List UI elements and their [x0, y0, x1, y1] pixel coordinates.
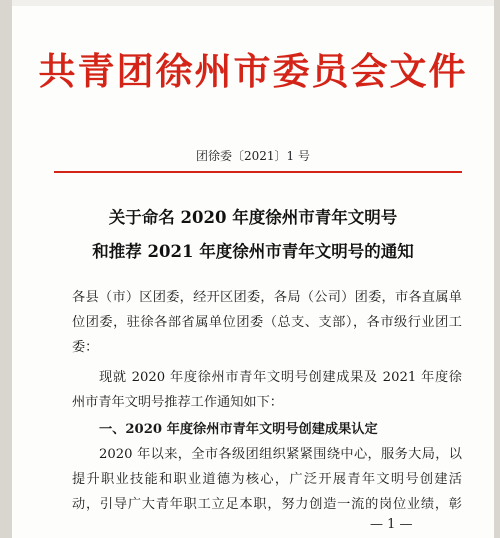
masthead-title: 共青团徐州市委员会文件 — [38, 49, 468, 93]
red-divider-line — [54, 171, 462, 173]
addressee-line-1: 各县（市）区团委，经开区团委，各局（公司）团委，市各直属单 — [72, 290, 462, 305]
intro-line-1: 现就 2020 年度徐州市青年文明号创建成果及 2021 年度徐 — [99, 370, 462, 385]
document-page — [12, 0, 494, 538]
addressee-line-2: 位团委，驻徐各部省属单位团委（总支、支部），各市级行业团工 — [72, 315, 462, 330]
document-title-line-1: 关于命名 2020 年度徐州市青年文明号 — [108, 208, 398, 227]
document-title-line-2: 和推荐 2021 年度徐州市青年文明号的通知 — [92, 242, 414, 261]
section-1-heading: 一、2020 年度徐州市青年文明号创建成果认定 — [99, 422, 378, 437]
section-1-line-1: 2020 年以来，全市各级团组织紧紧围绕中心，服务大局，以 — [99, 447, 462, 462]
document-number: 团徐委〔2021〕1 号 — [196, 149, 310, 163]
page-number: — 1 — — [370, 517, 413, 532]
intro-line-2: 州市青年文明号推荐工作通知如下： — [72, 395, 283, 410]
section-1-line-2: 提升职业技能和职业道德为核心，广泛开展青年文明号创建活 — [72, 472, 462, 487]
addressee-line-3: 委： — [72, 340, 99, 355]
page-top-edge — [12, 0, 494, 6]
section-1-line-3: 动，引导广大青年职工立足本职，努力创造一流的岗位业绩，彰 — [72, 497, 462, 512]
